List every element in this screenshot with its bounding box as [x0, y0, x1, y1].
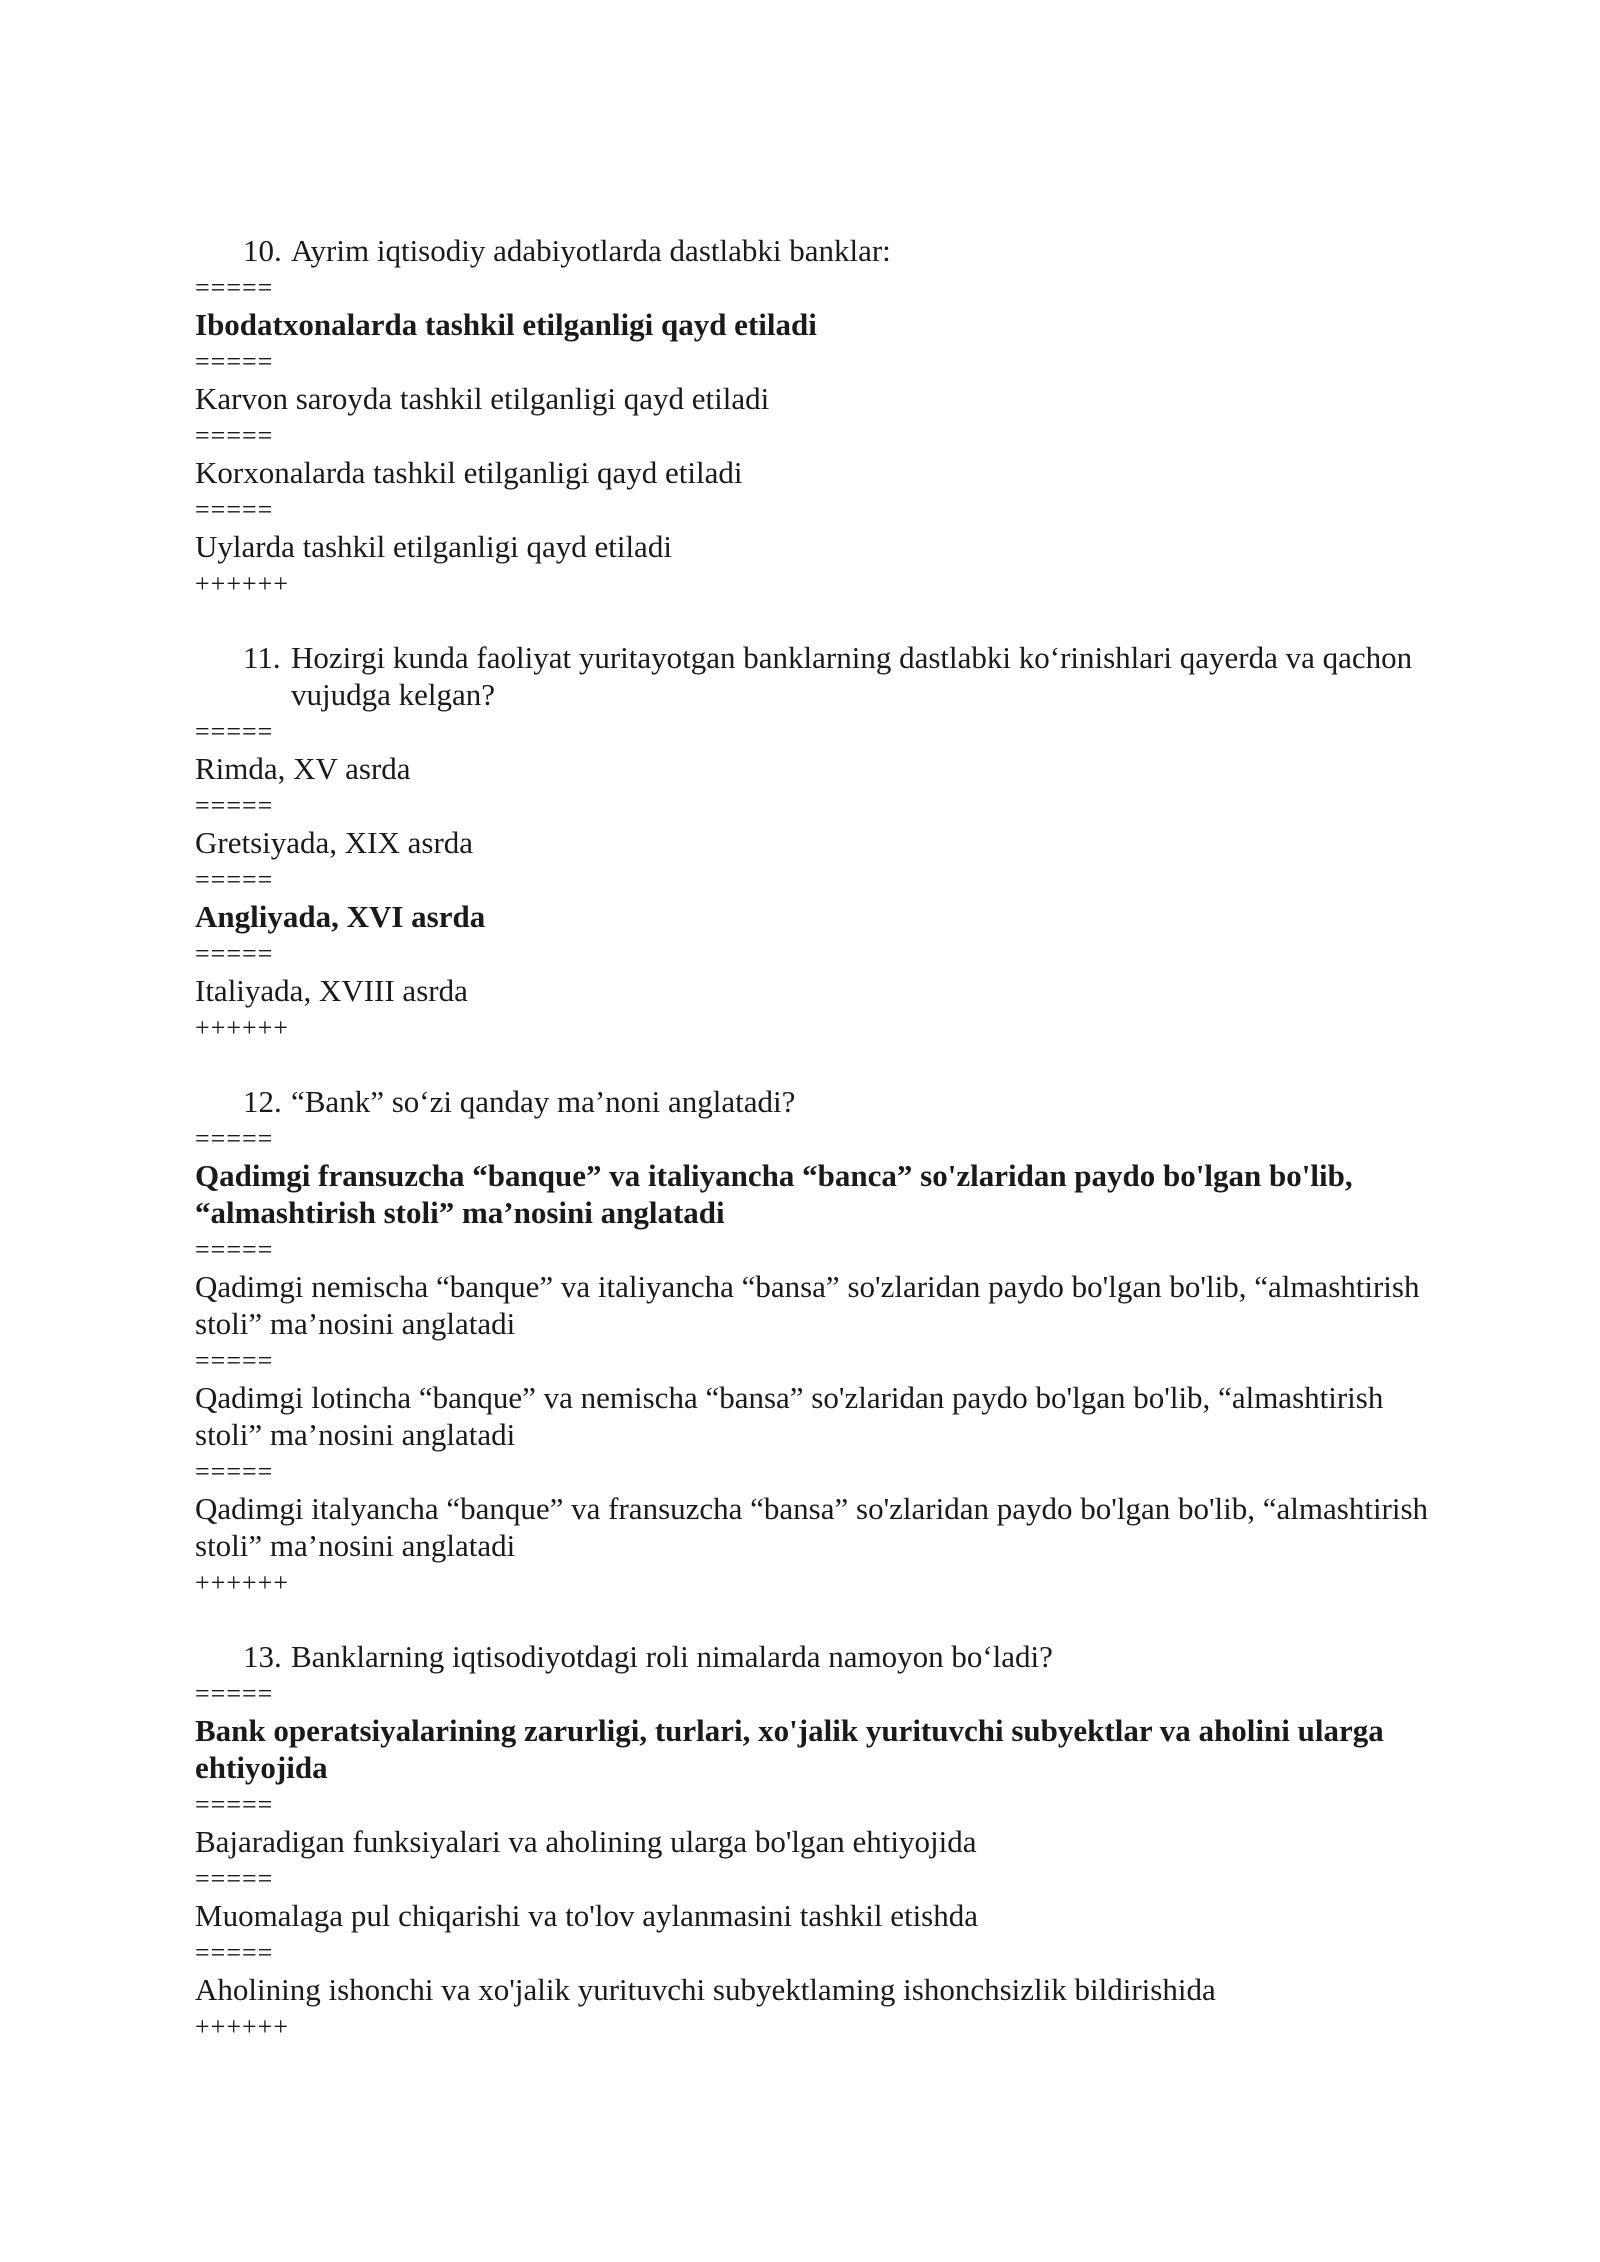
answer-separator: =====: [195, 1235, 274, 1264]
answer-separator: =====: [195, 347, 274, 376]
question-block-10: [195, 232, 1435, 602]
question-end-marker: ++++++: [195, 569, 289, 598]
answer-separator: =====: [195, 1457, 274, 1486]
answer-option: Gretsiyada, XIX asrda: [195, 825, 474, 860]
question-end-marker: ++++++: [195, 1013, 289, 1042]
question-10: [195, 232, 1435, 269]
question-end-marker: ++++++: [195, 2012, 289, 2041]
answer-option: Qadimgi italyancha “banque” va fransuzcha “bansa” so'zlaridan paydo bo'lgan bo'lib, “almashtirish stoli” ma’nosini anglatadi: [195, 1491, 1429, 1563]
answer-separator: =====: [195, 1864, 274, 1893]
answer-option: Korxonalarda tashkil etilganligi qayd etiladi: [195, 455, 743, 490]
answer-option-correct: Qadimgi fransuzcha “banque” va italiyancha “banca” so'zlaridan paydo bo'lgan bo'lib, “almashtirish stoli” ma’nosini anglatadi: [195, 1158, 1353, 1230]
answer-option: Aholining ishonchi va xo'jalik yurituvchi subyektlaming ishonchsizlik bildirishida: [195, 1972, 1216, 2007]
question-text: Ayrim iqtisodiy adabiyotlarda dastlabki banklar:: [291, 233, 891, 268]
answer-separator: =====: [195, 421, 274, 450]
question-text: Hozirgi kunda faoliyat yuritayotgan banklarning dastlabki ko‘rinishlari qayerda va qachon vujudga kelgan?: [291, 640, 1413, 712]
question-text: “Bank” so‘zi qanday ma’noni anglatadi?: [291, 1084, 796, 1119]
answer-separator: =====: [195, 865, 274, 894]
question-11: [195, 639, 1435, 713]
answer-separator: =====: [195, 939, 274, 968]
answer-separator: =====: [195, 1346, 274, 1375]
quiz-page: [195, 232, 1435, 2082]
answer-option-correct: Ibodatxonalarda tashkil etilganligi qayd etiladi: [195, 307, 817, 342]
question-number: 10.: [243, 233, 282, 268]
answer-option: Bajaradigan funksiyalari va aholining ularga bo'lgan ehtiyojida: [195, 1824, 977, 1859]
answer-option: Qadimgi lotincha “banque” va nemischa “bansa” so'zlaridan paydo bo'lgan bo'lib, “almashtirish stoli” ma’nosini anglatadi: [195, 1380, 1384, 1452]
answer-option-correct: Bank operatsiyalarining zarurligi, turlari, xo'jalik yurituvchi subyektlar va aholini ularga ehtiyojida: [195, 1713, 1384, 1785]
answer-separator: =====: [195, 717, 274, 746]
answer-separator: =====: [195, 1790, 274, 1819]
answer-separator: =====: [195, 1124, 274, 1153]
question-text: Banklarning iqtisodiyotdagi roli nimalarda namoyon bo‘ladi?: [291, 1639, 1053, 1674]
answer-option: Karvon saroyda tashkil etilganligi qayd etiladi: [195, 381, 770, 416]
question-number: 12.: [243, 1084, 282, 1119]
question-number: 13.: [243, 1639, 282, 1674]
answer-option: Qadimgi nemischa “banque” va italiyancha “bansa” so'zlaridan paydo bo'lgan bo'lib, “almashtirish stoli” ma’nosini anglatadi: [195, 1269, 1420, 1341]
question-number: 11.: [243, 640, 281, 675]
question-13: [195, 1638, 1435, 1675]
answer-separator: =====: [195, 273, 274, 302]
answer-option: Uylarda tashkil etilganligi qayd etiladi: [195, 529, 672, 564]
question-block-11: [195, 639, 1435, 1046]
question-block-12: [195, 1083, 1435, 1601]
answer-separator: =====: [195, 1938, 274, 1967]
answer-separator: =====: [195, 791, 274, 820]
answer-option: Muomalaga pul chiqarishi va to'lov aylanmasini tashkil etishda: [195, 1898, 979, 1933]
answer-option-correct: Angliyada, XVI asrda: [195, 899, 486, 934]
question-end-marker: ++++++: [195, 1568, 289, 1597]
answer-separator: =====: [195, 495, 274, 524]
question-block-13: [195, 1638, 1435, 2045]
answer-option: Italiyada, XVIII asrda: [195, 973, 468, 1008]
answer-option: Rimda, XV asrda: [195, 751, 411, 786]
answer-separator: =====: [195, 1679, 274, 1708]
question-12: [195, 1083, 1435, 1120]
